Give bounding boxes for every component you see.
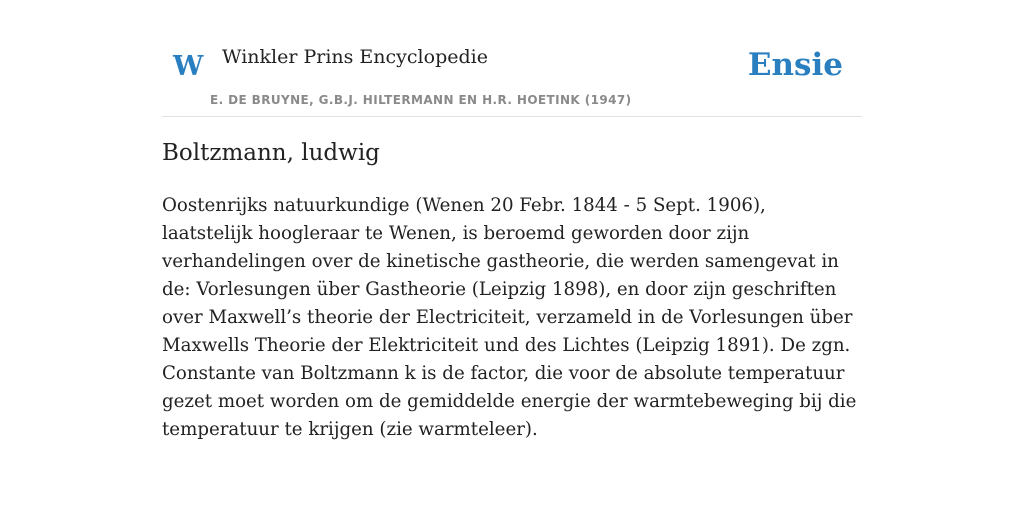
article-title: Boltzmann, ludwig — [162, 140, 380, 166]
article-body: Oostenrijks natuurkundige (Wenen 20 Febr. 1844 - 5 Sept. 1906), laatstelijk hoogleraar te Wenen, is beroemd geworden door zijn verhandelingen over de kinetische gastheorie, die werden samengevat in de: Vorlesungen über Gastheorie (Leipzig 1898), en door zijn geschriften over Maxwell’s theorie der Electriciteit, verzameld in de Vorlesungen über Maxwells Theorie der Elektriciteit und des Lichtes (Leipzig 1891). De zgn. Constante van Boltzmann k is de factor, die voor de absolute temperatuur gezet moet worden om de gemiddelde energie der warmtebeweging bij die temperatuur te krijgen (zie warmteleer). — [162, 195, 857, 440]
source-title[interactable]: Winkler Prins Encyclopedie — [222, 46, 488, 68]
source-authors: E. DE BRUYNE, G.B.J. HILTERMANN EN H.R. HOETINK (1947) — [210, 93, 632, 107]
source-header — [162, 40, 862, 117]
brand-logo[interactable]: Ensie — [747, 47, 843, 83]
source-logo[interactable]: W — [173, 51, 204, 82]
